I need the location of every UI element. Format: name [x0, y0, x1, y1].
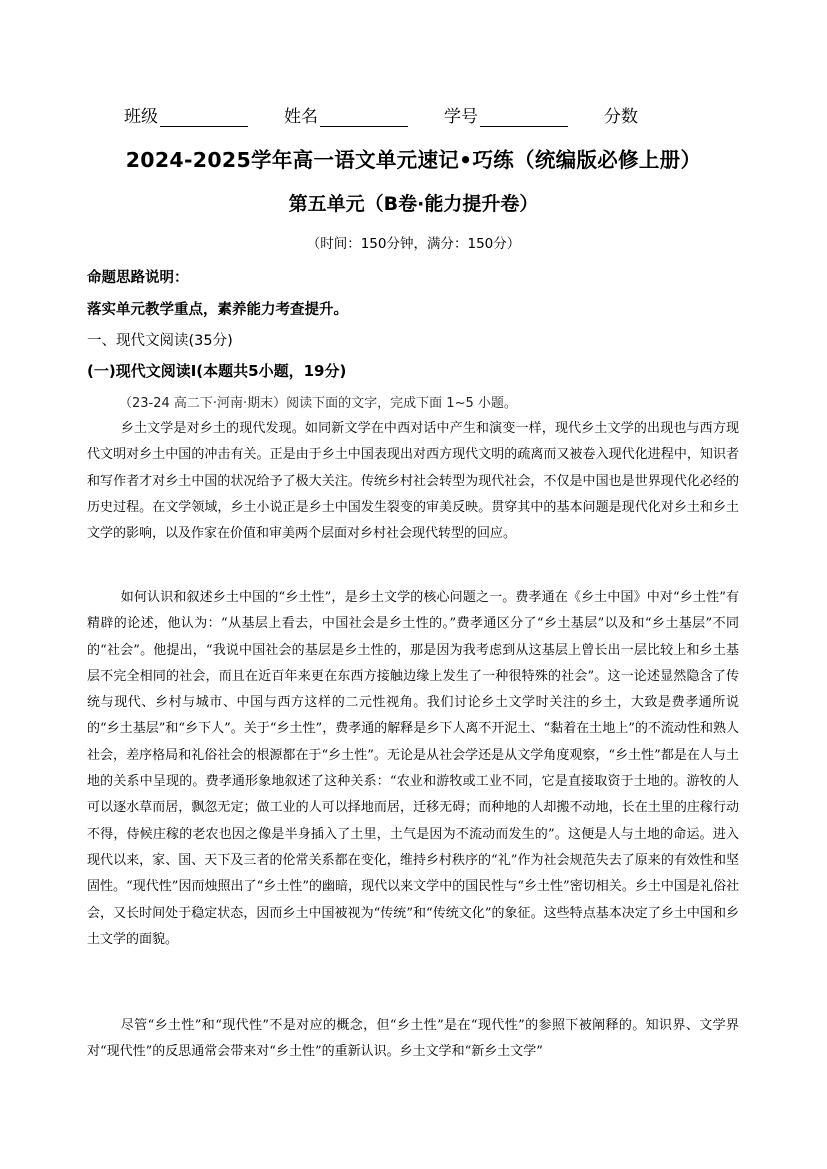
class-blank[interactable]	[160, 109, 248, 127]
document-title: 2024-2025学年高一语文单元速记•巧练（统编版必修上册）	[125, 148, 702, 172]
document-subtitle: 第五单元（B卷·能力提升卷）	[288, 193, 539, 215]
student-info-fields	[124, 102, 724, 127]
time-info: （时间：150分钟，满分：150分）	[306, 236, 521, 252]
score-field	[604, 102, 638, 127]
student-id-field[interactable]	[444, 102, 568, 127]
name-blank[interactable]	[320, 109, 408, 127]
name-label: 姓名	[284, 107, 318, 127]
passage-source: （23-24 高二下·河南·期末）阅读下面的文字，完成下面 1~5 小题。	[119, 396, 517, 411]
score-label: 分数	[604, 107, 638, 127]
subsection-title: (一)现代文阅读Ⅰ(本题共5小题，19分)	[87, 362, 347, 380]
class-field[interactable]	[124, 102, 248, 127]
class-label: 班级	[124, 107, 158, 127]
name-field[interactable]	[284, 102, 408, 127]
student-id-blank[interactable]	[480, 109, 568, 127]
section-title: 一、现代文阅读(35分)	[87, 333, 233, 349]
intro-heading: 命题思路说明：	[87, 270, 189, 286]
passage-paragraph-3: 尽管“乡土性”和“现代性”不是对应的概念，但“乡土性”是在“现代性”的参照下被阐释的。知识界、文学界对“现代性”的反思通常会带来对“乡土性”的重新认识。乡土文学和“新乡土文学”	[87, 1018, 739, 1060]
passage-paragraph-2: 如何认识和叙述乡土中国的“乡土性”，是乡土文学的核心问题之一。费孝通在《乡土中国》中对“乡土性”有精辟的论述，他认为：“从基层上看去，中国社会是乡土性的。”费孝通区分了“乡土基层”以及和“乡土基层”不同的“社会”。他提出，“我说中国社会的基层是乡土性的，那是因为我考虑到从这基层上曾长出一层比较上和乡土基层不完全相同的社会，而且在近百年来更在东西方接触边缘上发生了一种很特殊的社会”。这一论述显然隐含了传统与现代、乡村与城市、中国与西方这样的二元性视角。我们讨论乡土文学时关注的乡土，大致是费孝通所说的“乡土基层”和“乡下人”。关于“乡土性”，费孝通的解释是乡下人离不开泥土、“黏着在土地上”的不流动性和熟人社会，差序格局和礼俗社会的根源都在于“乡土性”。无论是从社会学还是从文学角度观察，“乡土性”都是在人与土地的关系中呈现的。费孝通形象地叙述了这种关系：“农业和游牧或工业不同，它是直接取资于土地的。游牧的人可以逐水草而居，飘忽无定；做工业的人可以择地而居，迁移无碍；而种地的人却搬不动地，长在土里的庄稼行动不得，侍候庄稼的老农也因之像是半身插入了土里，土气是因为不流动而发生的”。这便是人与土地的命运。进入现代以来，家、国、天下及三者的伦常关系都在变化，维持乡村秩序的“礼”作为社会规范失去了原来的有效性和坚固性。“现代性”因而烛照出了“乡土性”的幽暗，现代以来文学中的国民性与“乡土性”密切相关。乡土中国是礼俗社会，又长时间处于稳定状态，因而乡土中国被视为“传统”和“传统文化”的象征。这些特点基本决定了乡土中国和乡土文学的面貌。	[87, 590, 739, 947]
passage-paragraph-1: 乡土文学是对乡土的现代发现。如同新文学在中西对话中产生和演变一样，现代乡土文学的出现也与西方现代文明对乡土中国的冲击有关。正是由于乡土中国表现出对西方现代文明的疏离而又被卷入现代化进程中，知识者和写作者才对乡土中国的状况给予了极大关注。传统乡村社会转型为现代社会，不仅是中国也是世界现代化必经的历史过程。在文学领域，乡土小说正是乡土中国发生裂变的审美反映。贯穿其中的基本问题是现代化对乡土和乡土文学的影响，以及作家在价值和审美两个层面对乡村社会现代转型的回应。	[87, 421, 739, 542]
intro-text: 落实单元教学重点，素养能力考查提升。	[87, 302, 348, 318]
student-id-label: 学号	[444, 107, 478, 127]
